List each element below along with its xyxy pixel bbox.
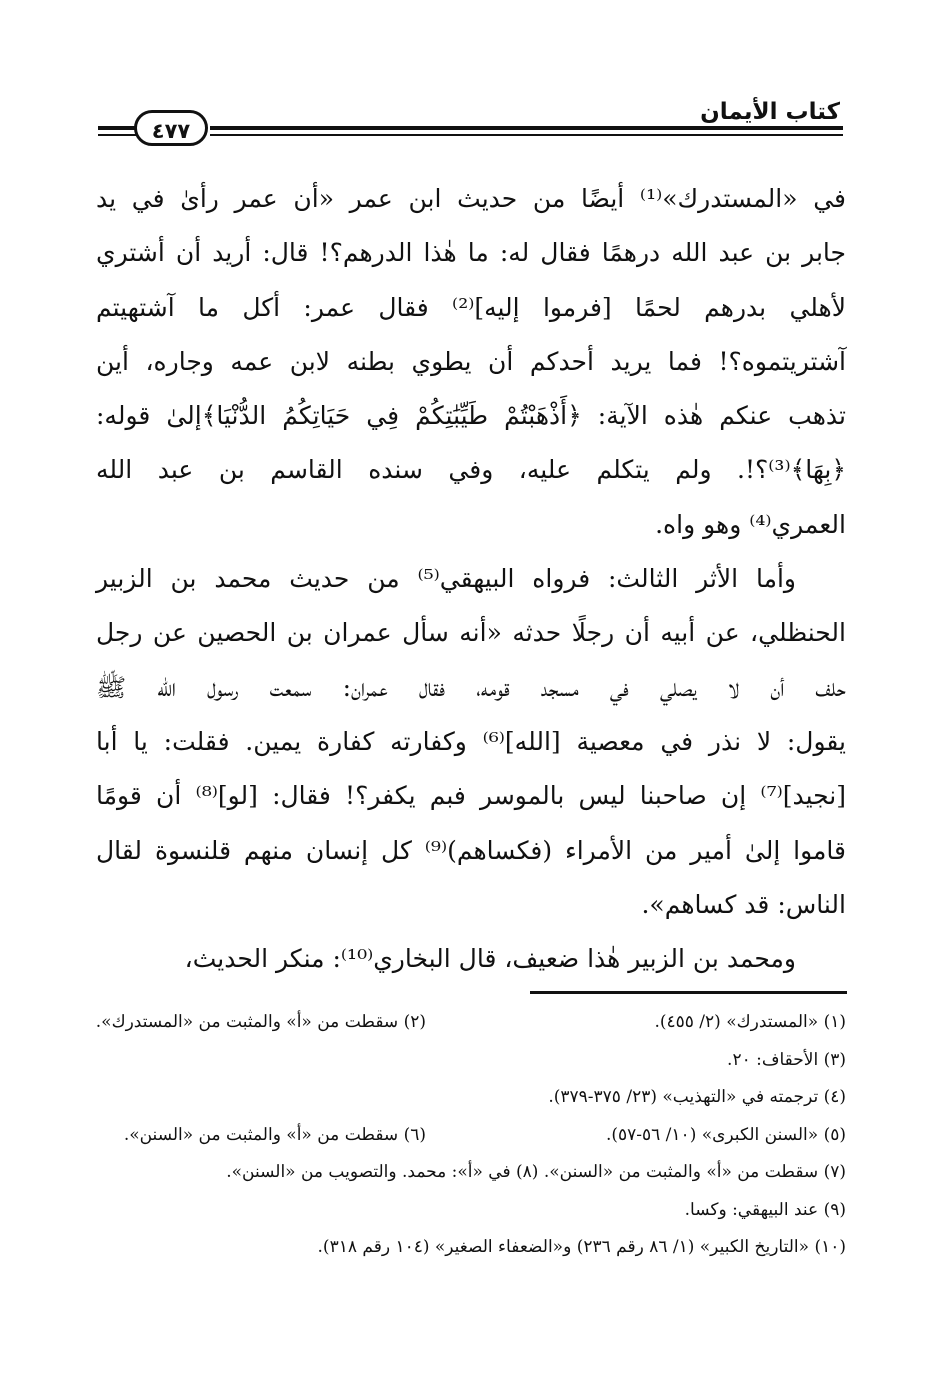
text-line: تذهب عنكم هٰذه الآية: ﴿أَذْهَبْتُمْ طَيِّبَٰتِكُمْ فِي حَيَاتِكُمُ الدُّنْيَا﴾إلىٰ قوله: [96,401,846,431]
footnote-separator [530,991,847,994]
text-line: ومحمد بن الزبير هٰذا ضعيف، قال البخاري⁽¹⁰⁾: منكر الحديث، [184,944,796,974]
footnote-6: (٦) سقطت من «أ» والمثبت من «السنن». [123,1124,426,1145]
footnote-row [96,1004,846,1042]
text-line: يقول: لا نذر في معصية [الله]⁽⁶⁾ وكفارته كفارة يمين. فقلت: يا أبا [96,726,846,756]
footnote-10: (١٠) «التاريخ الكبير» (١/ ٨٦ رقم ٢٣٦) و«الضعفاء الصغير» (١٠٤ رقم ٣١٨). [317,1237,846,1257]
text-line: في «المستدرك»⁽¹⁾ أيضًا من حديث ابن عمر «أن عمر رأىٰ في يد [96,184,846,213]
text-line: آشتريتموه؟! فما يريد أحدكم أن يطوي بطنه لابن عمه وجاره، أين [96,346,846,376]
footnote-3: (٣) الأحقاف: ٢٠. [727,1049,846,1070]
text-line: [نجيد]⁽⁷⁾ إن صاحبنا ليس بالموسر فبم يكفر؟! فقال: [لو]⁽⁸⁾ أن قومًا [96,781,847,811]
footnotes [96,1004,846,1267]
footnote-1: (١) «المستدرك» (٢/ ٤٥٥). [654,1012,846,1032]
header-rule-thin-left [98,134,138,136]
running-header-title: كتاب الأيمان [700,99,840,125]
text-line: الحنظلي، عن أبيه أن رجلًا حدثه «أنه سأل عمران بن الحصين عن رجل [96,618,846,648]
text-line: حلف أن لا يصلي في مسجد قومه، فقال عمران: سمعت رسول الله ﷺ [96,672,846,702]
header-rule-thin [210,134,843,136]
footnote-4: (٤) ترجمته في «التهذيب» (٢٣/ ٣٧٥-٣٧٩). [548,1087,846,1107]
header-rule-thick-left [98,126,138,130]
text-line: جابر بن عبد الله درهمًا فقال له: ما هٰذا الدرهم؟! قال: أريد أن أشتري [96,238,846,268]
text-line: وأما الأثر الثالث: فرواه البيهقي⁽⁵⁾ من حديث محمد بن الزبير [96,564,796,594]
page-number: ٤٧٧ [134,110,208,146]
footnote-row [96,1117,846,1155]
text-line: لأهلي بدرهم لحمًا [فرموا إليه]⁽²⁾ فقال عمر: أكل ما آشتهيتم [96,292,847,322]
footnote-2: (٢) سقطت من «أ» والمثبت من «المستدرك». [95,1012,426,1032]
header-rule-thick [210,126,843,130]
main-text [96,172,846,986]
text-line: العمري⁽⁴⁾ وهو واه. [655,509,846,539]
footnote-7-8: (٧) سقطت من «أ» والمثبت من «السنن». (٨) في «أ»: محمد. والتصويب من «السنن». [226,1162,846,1182]
footnote-9: (٩) عند البيهقي: وكسا. [684,1199,846,1220]
text-line: الناس: قد كساهم». [641,889,846,919]
text-line: ﴿بِهَا﴾⁽³⁾؟!. ولم يتكلم عليه، وفي سنده القاسم بن عبد الله [96,455,846,485]
footnote-5: (٥) «السنن الكبرى» (١٠/ ٥٦-٥٧). [605,1124,846,1145]
text-line: قاموا إلىٰ أمير من الأمراء (فكساهم)⁽⁹⁾ كل إنسان منهم قلنسوة لقال [96,835,846,865]
